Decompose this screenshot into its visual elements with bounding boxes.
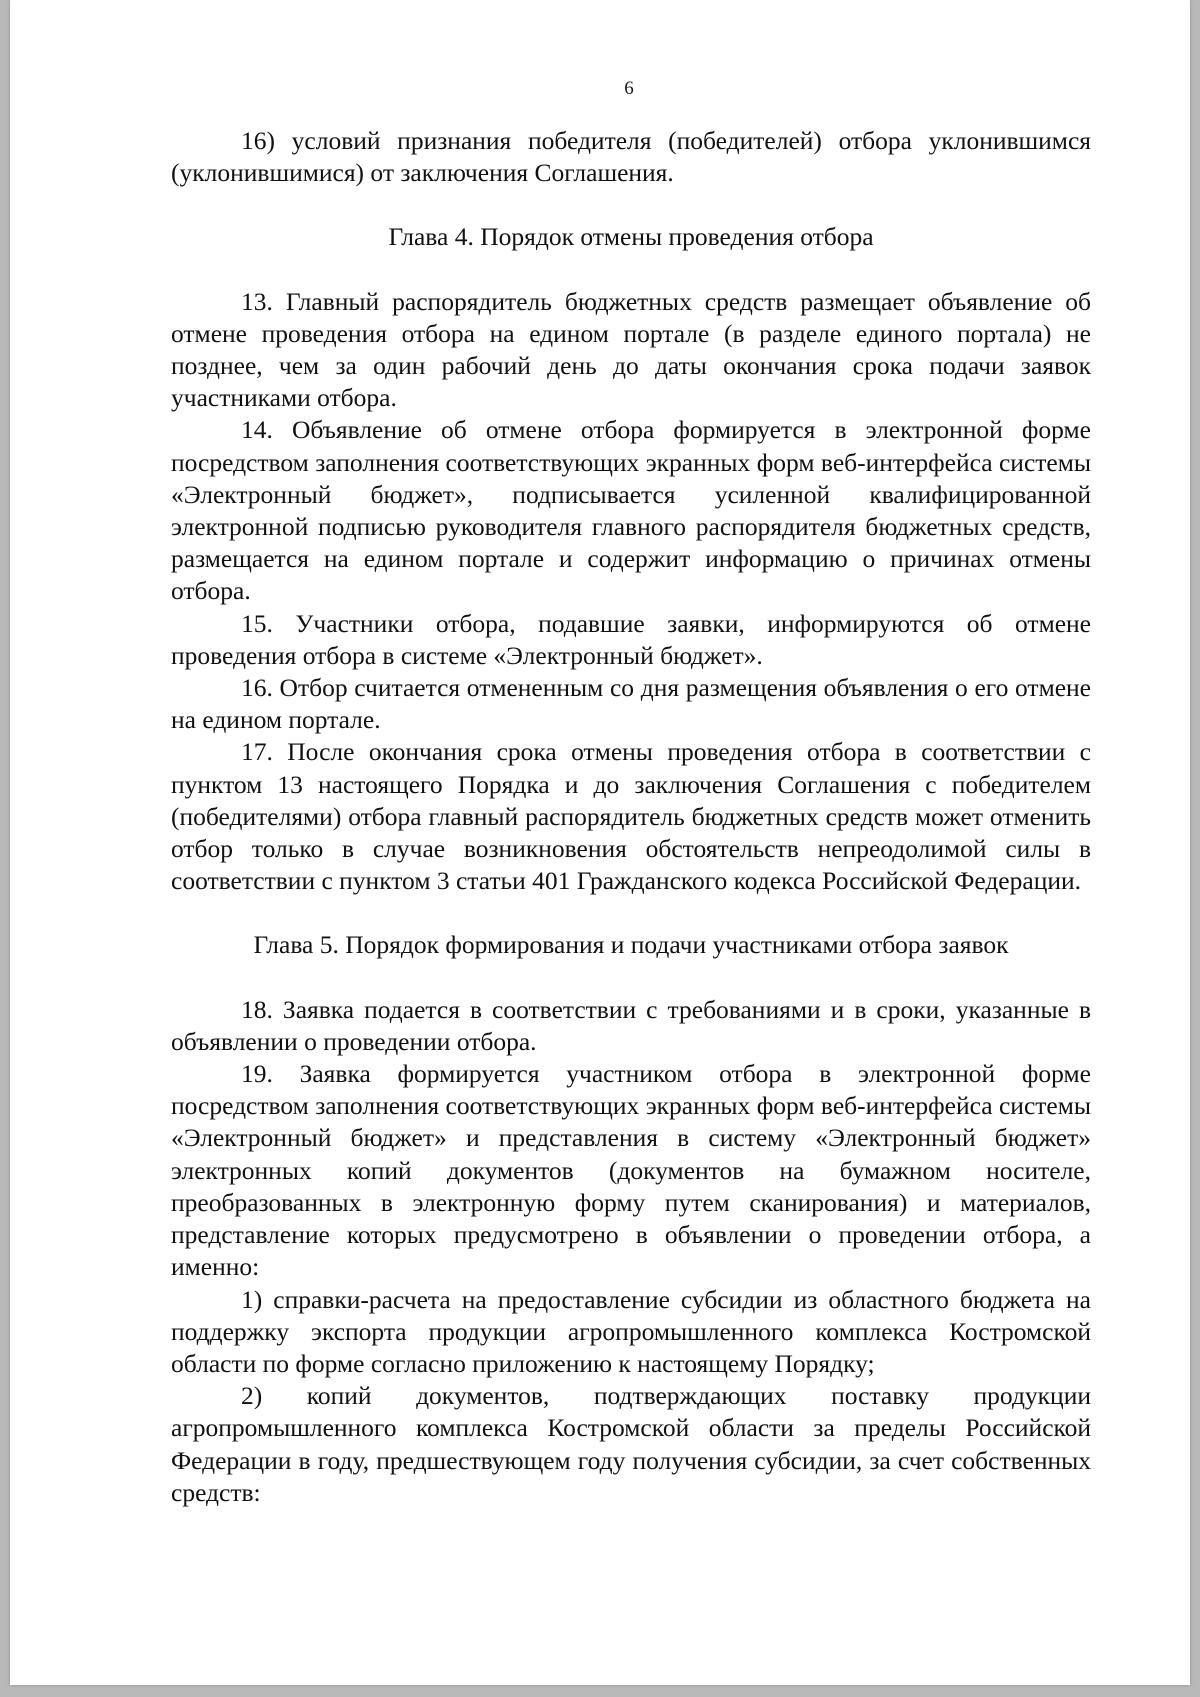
list-item-2: 2) копий документов, подтверждающих поставку продукции агропромышленного комплекса Костромской области за пределы Российской Федерации в году, предшествующем году получения субсидии, за счет собственных средств:	[171, 1381, 1091, 1507]
page-number: 6	[624, 78, 634, 99]
paragraph-19: 19. Заявка формируется участником отбора в электронной форме посредством заполнения соответствующих экранных форм веб-интерфейса системы «Электронный бюджет» и представления в систему «Электронный бюджет» электронных копий документов (документов на бумажном носителе, преобразованных в электронную форму путем сканирования) и материалов, представление которых предусмотрено в объявлении о проведении отбора, а именно:	[171, 1059, 1091, 1282]
document-page	[10, 0, 1190, 1685]
paragraph-15: 15. Участники отбора, подавшие заявки, информируются об отмене проведения отбора в системе «Электронный бюджет».	[171, 608, 1091, 670]
document-body	[171, 125, 1091, 1509]
paragraph-16-conditions: 16) условий признания победителя (победителей) отбора уклонившимся (уклонившимися) от заключения Соглашения.	[171, 126, 1091, 188]
paragraph-14: 14. Объявление об отмене отбора формируется в электронной форме посредством заполнения соответствующих экранных форм веб-интерфейса системы «Электронный бюджет», подписывается усиленной квалифицированной электронной подписью руководителя главного распорядителя бюджетных средств, размещается на едином портале и содержит информацию о причинах отмены отбора.	[171, 415, 1091, 606]
chapter-5-heading: Глава 5. Порядок формирования и подачи участниками отбора заявок	[253, 930, 1009, 960]
chapter-4-heading: Глава 4. Порядок отмены проведения отбора	[388, 222, 874, 252]
paragraph-18: 18. Заявка подается в соответствии с требованиями и в сроки, указанные в объявлении о проведении отбора.	[171, 994, 1091, 1056]
paragraph-17: 17. После окончания срока отмены проведения отбора в соответствии с пунктом 13 настоящего Порядка и до заключения Соглашения с победителем (победителями) отбора главный распорядитель бюджетных средств может отменить отбор только в случае возникновения обстоятельств непреодолимой силы в соответствии с пунктом 3 статьи 401 Гражданского кодекса Российской Федерации.	[171, 737, 1091, 896]
paragraph-16: 16. Отбор считается отмененным со дня размещения объявления о его отмене на едином портале.	[171, 673, 1091, 735]
list-item-1: 1) справки-расчета на предоставление субсидии из областного бюджета на поддержку экспорта продукции агропромышленного комплекса Костромской области по форме согласно приложению к настоящему Порядку;	[171, 1284, 1091, 1378]
paragraph-13: 13. Главный распорядитель бюджетных средств размещает объявление об отмене проведения отбора на едином портале (в разделе единого портала) не позднее, чем за один рабочий день до даты окончания срока подачи заявок участниками отбора.	[171, 286, 1091, 413]
